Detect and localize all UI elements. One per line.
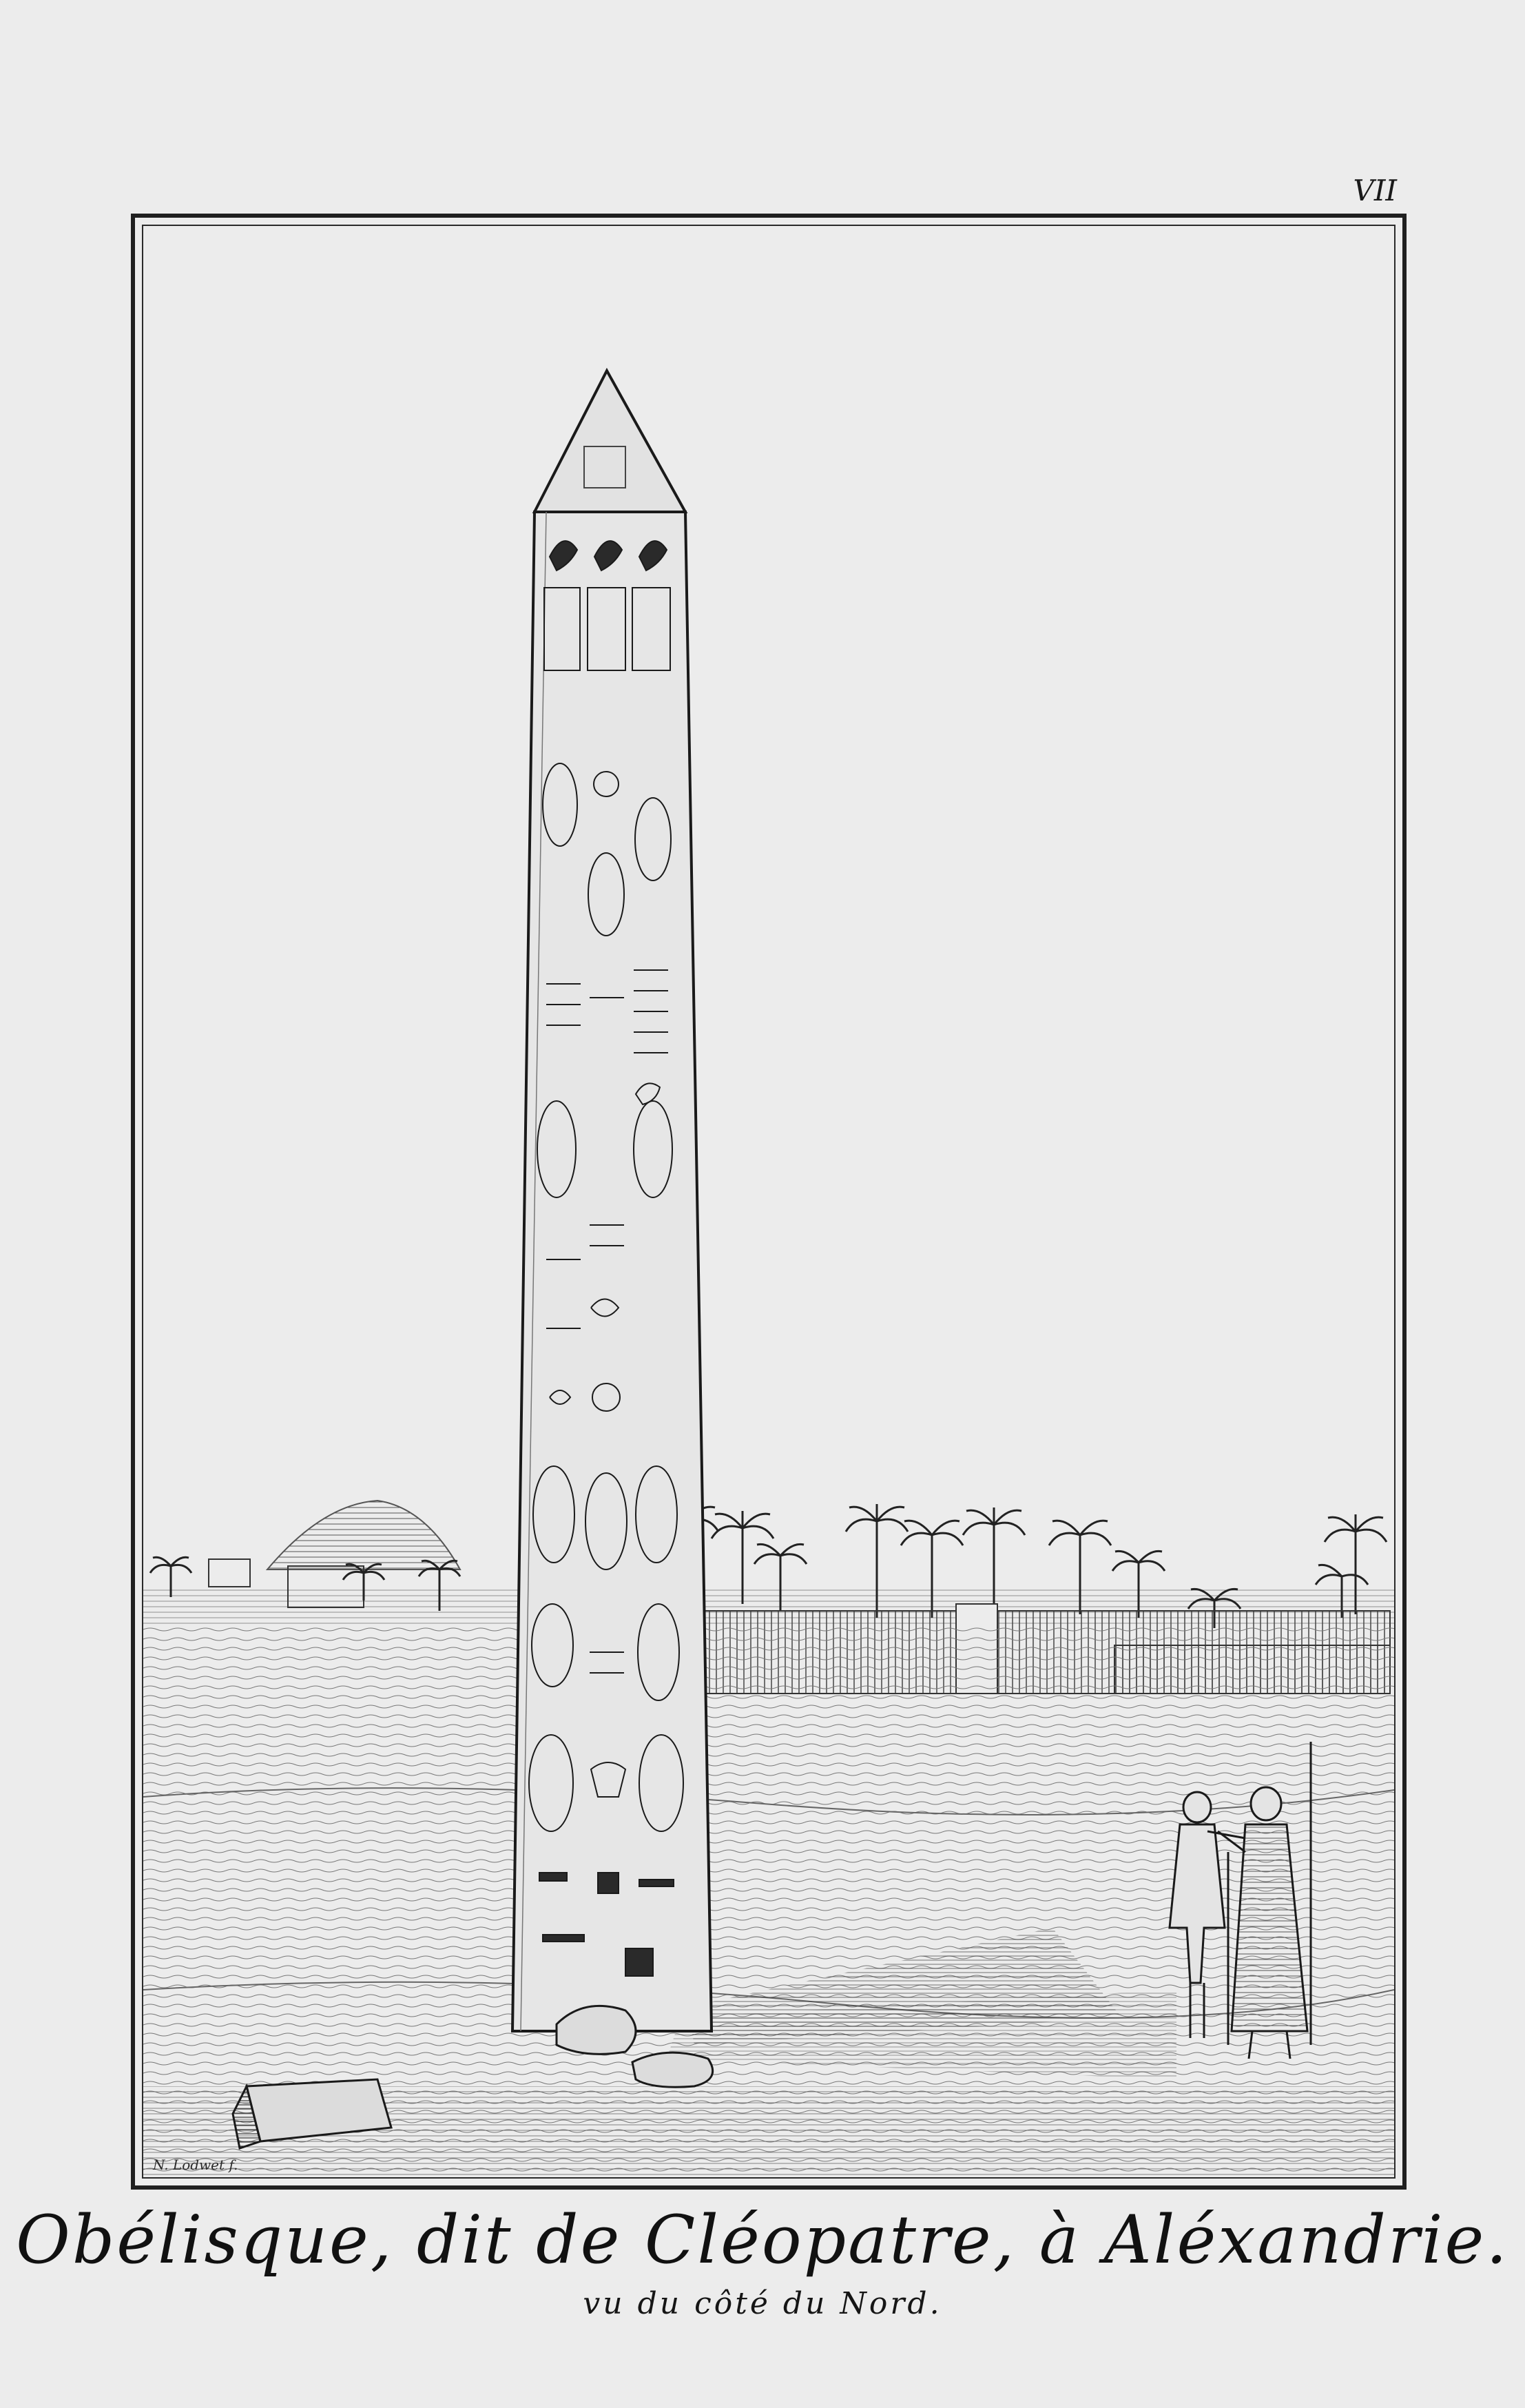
obelisk xyxy=(512,371,712,2031)
distant-landscape xyxy=(143,1501,1394,1628)
caption-subtitle: vu du côté du Nord. xyxy=(583,2286,942,2321)
caption-title: Obélisque, dit de Cléopatre, à Aléxandrie. xyxy=(16,2201,1509,2278)
engraving-scene xyxy=(143,226,1394,2177)
plate-number: VII xyxy=(1353,174,1397,207)
engraving-frame xyxy=(142,225,1396,2179)
engraver-signature: N. Lodwet f. xyxy=(153,2157,238,2173)
